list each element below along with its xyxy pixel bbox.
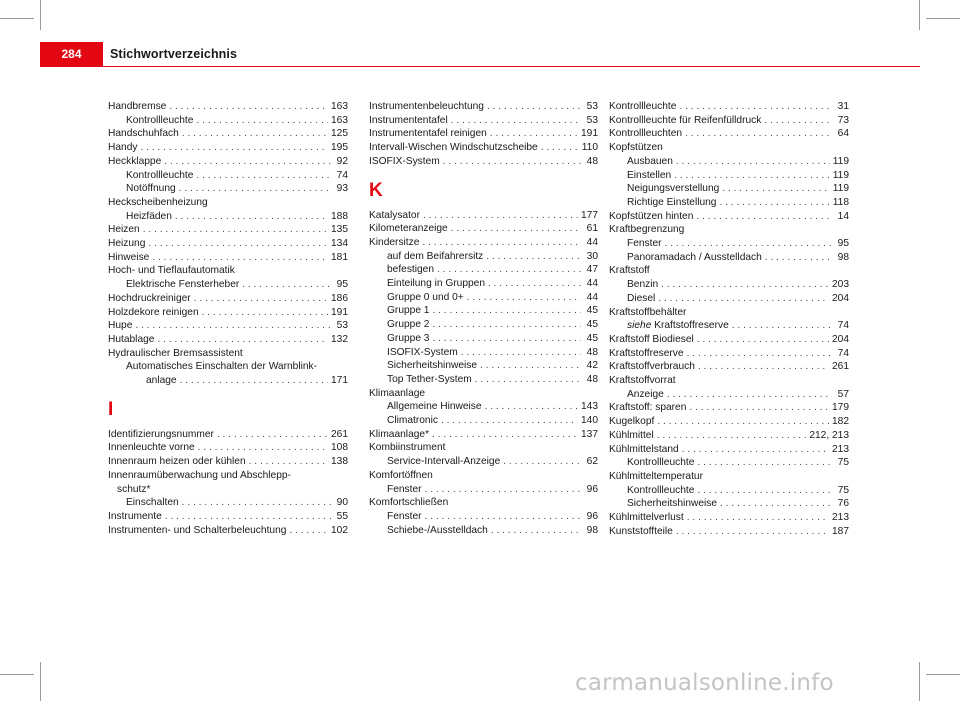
index-entry: Klimaanlage* . . . 137 [369, 428, 598, 442]
index-heading: Kühlmitteltemperatur [609, 470, 703, 482]
index-subentry: Top Tether-System . . . 48 [369, 373, 598, 387]
index-subentry: befestigen . . . 47 [369, 263, 598, 277]
see-reference: siehe [627, 320, 652, 332]
page-ref[interactable]: 163 [331, 101, 348, 112]
index-subentry: Kontrollleuchte . . . 75 [609, 484, 849, 498]
index-subentry: auf dem Beifahrersitz . . . 30 [369, 250, 598, 264]
crop-mark [919, 662, 920, 701]
index-subentry: Service-Intervall-Anzeige . . . 62 [369, 455, 598, 469]
page-ref[interactable]: 55 [336, 510, 348, 522]
index-entry: Intervall-Wischen Windschutzscheibe . . . 110 [369, 141, 598, 155]
index-entry: Kraftstoff: sparen . . . 179 [609, 401, 849, 415]
index-entry: Kontrollleuchten . . . 64 [609, 127, 849, 141]
page-ref[interactable]: 48 [586, 155, 598, 167]
crop-mark [40, 662, 41, 701]
index-entry: Innenleuchte vorne . . . 108 [108, 441, 348, 455]
index-entry: Kontrollleuchte . . . 31 [609, 100, 849, 114]
page-ref[interactable]: 14 [837, 210, 849, 222]
page-ref[interactable]: 45 [586, 332, 598, 344]
page-ref[interactable]: 30 [586, 250, 598, 262]
page-ref[interactable]: 57 [837, 388, 849, 400]
page-ref[interactable]: 140 [581, 415, 598, 427]
index-entry: Holzdekore reinigen . . . 191 [108, 306, 348, 320]
page-ref[interactable]: 191 [331, 306, 348, 318]
page-ref[interactable]: 177 [581, 209, 598, 221]
index-entry: Handschuhfach . . . 125 [108, 127, 348, 141]
page-ref[interactable]: 137 [581, 428, 598, 440]
page-ref[interactable]: 118 [832, 196, 849, 208]
index-subentry: Richtige Einstellung . . . 118 [609, 196, 849, 210]
page-ref[interactable]: 53 [586, 114, 598, 126]
index-subentry: Gruppe 1 . . . 45 [369, 304, 598, 318]
page-ref[interactable]: 182 [832, 416, 849, 428]
index-heading: Kopfstützen [609, 142, 663, 154]
page-ref[interactable]: 119 [832, 169, 849, 181]
page-ref[interactable]: 204 [832, 333, 849, 345]
index-entry: Hinweise . . . 181 [108, 251, 348, 265]
index-heading: Klimaanlage [369, 387, 426, 399]
index-subentry: Fenster . . . 95 [609, 237, 849, 251]
page-ref[interactable]: 95 [336, 279, 348, 291]
page-ref[interactable]: 98 [586, 524, 598, 536]
page-ref[interactable]: 62 [586, 456, 598, 468]
page-ref[interactable]: 53 [586, 101, 598, 112]
index-subentry: ISOFIX-System . . . 48 [369, 346, 598, 360]
index-subentry: Sicherheitshinweise . . . 76 [609, 497, 849, 511]
page-ref[interactable]: 48 [586, 346, 598, 358]
index-subentry: Einteilung in Gruppen . . . 44 [369, 277, 598, 291]
crop-mark [926, 18, 960, 19]
index-subentry: Benzin . . . 203 [609, 278, 849, 292]
page-ref[interactable]: 44 [586, 291, 598, 303]
index-subentry: siehe Kraftstoffreserve . . . 74 [609, 319, 849, 333]
index-entry: Kontrollleuchte für Reifenfülldruck . . . 73 [609, 114, 849, 128]
page-ref[interactable]: 110 [581, 142, 598, 154]
index-subentry: Allgemeine Hinweise . . . 143 [369, 400, 598, 414]
index-entry: Handy . . . 195 [108, 141, 348, 155]
page-ref[interactable]: 102 [331, 524, 348, 536]
index-entry: Kühlmittel . . . 212, 213 [609, 429, 849, 443]
page-ref[interactable]: 75 [837, 457, 849, 469]
page-ref[interactable]: 135 [331, 224, 348, 236]
page-ref[interactable]: 90 [336, 497, 348, 509]
page-ref[interactable]: 64 [837, 128, 849, 140]
index-subentry: Einschalten . . . 90 [108, 496, 348, 510]
page-ref[interactable]: 42 [586, 360, 598, 372]
index-entry: Hochdruckreiniger . . . 186 [108, 292, 348, 306]
index-entry: Kraftstoffreserve . . . 74 [609, 347, 849, 361]
page-ref[interactable]: 93 [336, 183, 348, 195]
page-ref[interactable]: 75 [837, 484, 849, 496]
page-ref[interactable]: 119 [832, 155, 849, 167]
page-ref[interactable]: 186 [331, 292, 348, 304]
page-ref[interactable]: 203 [832, 279, 849, 291]
page-title: Stichwortverzeichnis [110, 47, 238, 61]
index-heading: Kraftstoffbehälter [609, 306, 687, 318]
crop-mark [0, 674, 34, 675]
index-entry: ISOFIX-System . . . 48 [369, 155, 598, 169]
index-entry: Handbremse . . . 163 [108, 100, 348, 114]
page-ref[interactable]: 212, 213 [809, 429, 849, 441]
page-ref[interactable]: 96 [586, 483, 598, 495]
page-ref[interactable]: 261 [331, 428, 348, 440]
index-entry: Kugelkopf . . . 182 [609, 415, 849, 429]
index-entry: Katalysator . . . 177 [369, 209, 598, 223]
page-ref[interactable]: 98 [837, 251, 849, 263]
index-column-1 [108, 100, 348, 537]
index-subentry: Sicherheitshinweise . . . 42 [369, 359, 598, 373]
index-entry: Hupe . . . 53 [108, 319, 348, 333]
page-ref[interactable]: 204 [832, 292, 849, 304]
page-ref[interactable]: 181 [331, 251, 348, 263]
page-ref[interactable]: 96 [586, 510, 598, 522]
page-ref[interactable]: 74 [336, 169, 348, 181]
index-heading: Heckscheibenheizung [108, 196, 208, 208]
page-ref[interactable]: 188 [331, 210, 348, 222]
index-subentry: Heizfäden . . . 188 [108, 210, 348, 224]
index-heading: Hoch- und Tieflaufautomatik [108, 265, 235, 277]
page-ref[interactable]: 132 [331, 333, 348, 345]
header-divider [40, 66, 920, 67]
index-heading-cont: schutz* [117, 483, 151, 495]
index-subentry: anlage . . . 171 [108, 374, 348, 388]
page-ref[interactable]: 45 [586, 305, 598, 317]
crop-mark [919, 0, 920, 30]
page-ref[interactable]: 76 [837, 498, 849, 510]
page-ref[interactable]: 44 [586, 236, 598, 248]
page-ref[interactable]: 44 [586, 278, 598, 290]
page-ref[interactable]: 195 [331, 142, 348, 154]
page-ref[interactable]: 74 [837, 320, 849, 332]
index-subentry: Elektrische Fensterheber . . . 95 [108, 278, 348, 292]
index-entry: Instrumententafel reinigen . . . 191 [369, 127, 598, 141]
index-column-3 [609, 100, 849, 539]
page-ref[interactable]: 119 [832, 183, 849, 195]
page-ref[interactable]: 47 [586, 264, 598, 276]
page-ref[interactable]: 261 [832, 361, 849, 373]
page-ref[interactable]: 191 [581, 128, 598, 140]
index-entry: Kraftstoff Biodiesel . . . 204 [609, 333, 849, 347]
index-subentry: Schiebe-/Ausstelldach . . . 98 [369, 524, 598, 538]
index-entry: Instrumente . . . 55 [108, 510, 348, 524]
page-ref[interactable]: 92 [336, 155, 348, 167]
section-letter: K [369, 179, 383, 201]
page-ref[interactable]: 125 [331, 128, 348, 140]
index-subentry: Gruppe 3 . . . 45 [369, 332, 598, 346]
index-entry: Kühlmittelstand . . . 213 [609, 443, 849, 457]
index-entry: Heizung . . . 134 [108, 237, 348, 251]
index-subentry: Diesel . . . 204 [609, 292, 849, 306]
page-ref[interactable]: 53 [336, 320, 348, 332]
index-entry: Kopfstützen hinten . . . 14 [609, 210, 849, 224]
index-subentry: Fenster . . . 96 [369, 483, 598, 497]
crop-mark [0, 18, 34, 19]
index-entry: Kilometeranzeige . . . 61 [369, 222, 598, 236]
page-ref[interactable]: 213 [832, 443, 849, 455]
page-ref[interactable]: 171 [331, 375, 348, 387]
index-heading: Kraftstoff [609, 265, 650, 277]
page-ref[interactable]: 45 [586, 319, 598, 331]
index-subentry: Gruppe 0 und 0+ . . . 44 [369, 291, 598, 305]
page-ref[interactable]: 73 [837, 114, 849, 126]
page-ref[interactable]: 179 [832, 402, 849, 414]
index-entry: Hutablage . . . 132 [108, 333, 348, 347]
index-subentry: Kontrollleuchte . . . 74 [108, 169, 348, 183]
page-ref[interactable]: 187 [832, 525, 849, 537]
index-entry: Instrumentenbeleuchtung . . . 53 [369, 100, 598, 114]
index-entry: Kunststoffteile . . . 187 [609, 525, 849, 539]
page-ref[interactable]: 95 [837, 238, 849, 250]
index-entry: Instrumententafel . . . 53 [369, 114, 598, 128]
index-subentry: Fenster . . . 96 [369, 510, 598, 524]
index-subentry-text: Automatisches Einschalten der Warnblink- [126, 361, 318, 373]
index-heading: Hydraulischer Bremsassistent [108, 347, 243, 359]
index-subentry: Neigungsverstellung . . . 119 [609, 182, 849, 196]
index-subentry: Climatronic . . . 140 [369, 414, 598, 428]
page-ref[interactable]: 31 [837, 101, 849, 112]
crop-mark [40, 0, 41, 30]
index-subentry: Notöffnung . . . 93 [108, 182, 348, 196]
page-ref[interactable]: 143 [581, 401, 598, 413]
index-entry: Instrumenten- und Schalterbeleuchtung . . . 102 [108, 524, 348, 538]
index-entry: Kindersitze . . . 44 [369, 236, 598, 250]
page-number: 284 [40, 42, 103, 66]
index-entry: Heizen . . . 135 [108, 223, 348, 237]
index-heading: Innenraumüberwachung und Abschlepp- [108, 469, 291, 481]
page-ref[interactable]: 138 [331, 456, 348, 468]
index-entry: Heckklappe . . . 92 [108, 155, 348, 169]
page-ref[interactable]: 48 [586, 373, 598, 385]
index-entry: Identifizierungsnummer . . . 261 [108, 428, 348, 442]
index-heading: Komfortschließen [369, 497, 449, 509]
index-column-2 [369, 100, 598, 537]
page-ref[interactable]: 163 [331, 114, 348, 126]
index-heading: Kraftstoffvorrat [609, 375, 676, 387]
page-ref[interactable]: 108 [331, 442, 348, 454]
index-heading: Kombiinstrument [369, 442, 446, 454]
crop-mark [926, 674, 960, 675]
index-heading: Kraftbegrenzung [609, 224, 685, 236]
index-subentry: Gruppe 2 . . . 45 [369, 318, 598, 332]
page-ref[interactable]: 213 [832, 512, 849, 524]
index-subentry: Ausbauen . . . 119 [609, 155, 849, 169]
index-subentry: Panoramadach / Ausstelldach . . . 98 [609, 251, 849, 265]
page-ref[interactable]: 134 [331, 238, 348, 250]
index-subentry: Einstellen . . . 119 [609, 169, 849, 183]
index-entry: Kühlmittelverlust . . . 213 [609, 511, 849, 525]
page-ref[interactable]: 61 [586, 223, 598, 235]
index-heading: Komfortöffnen [369, 469, 433, 481]
index-entry: Kraftstoffverbrauch . . . 261 [609, 360, 849, 374]
index-entry: Innenraum heizen oder kühlen . . . 138 [108, 455, 348, 469]
page-ref[interactable]: 74 [837, 347, 849, 359]
index-subentry: Kontrollleuchte . . . 163 [108, 114, 348, 128]
index-subentry: Anzeige . . . 57 [609, 388, 849, 402]
watermark: carmanualsonline.info [575, 670, 834, 696]
index-subentry: Kontrollleuchte . . . 75 [609, 456, 849, 470]
section-letter: I [108, 398, 114, 420]
